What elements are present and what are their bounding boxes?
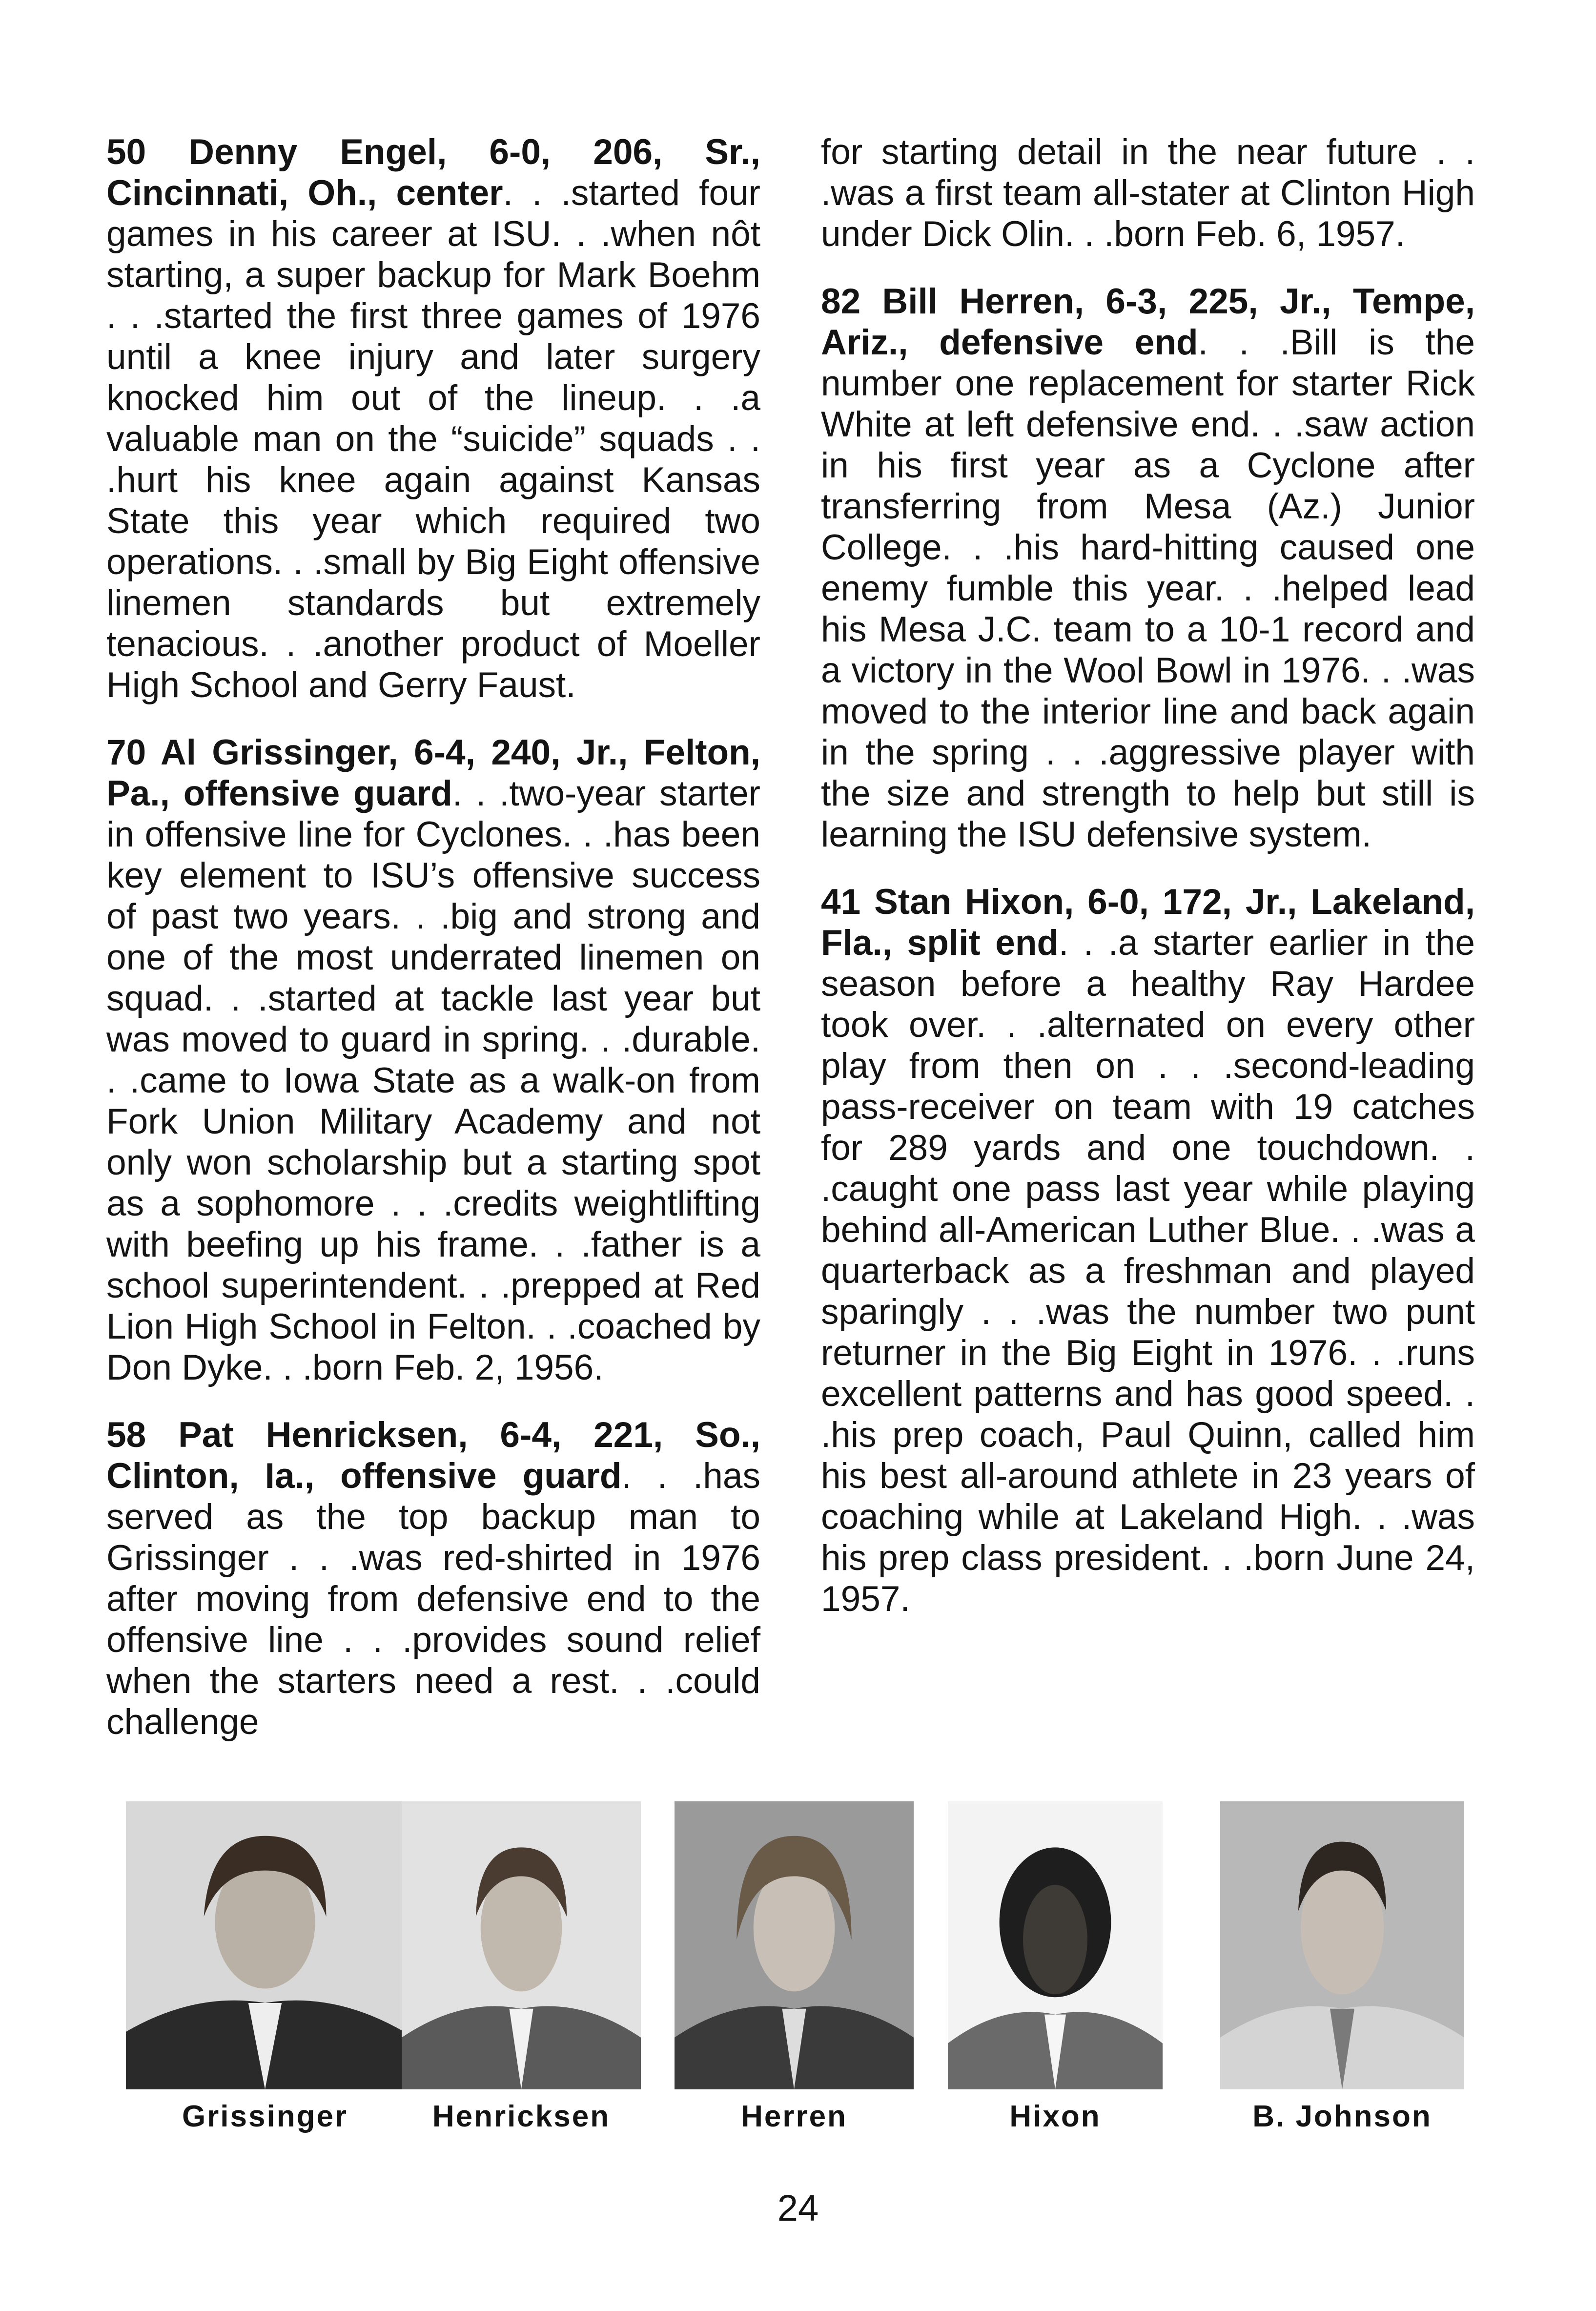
portrait-photo-hixon	[948, 1801, 1163, 2089]
bio-text: . . .started four games in his career at ISU. . .when nôt starting, a super backup for Mark Boehm . . .started the first three games of 1976 until a knee injury and later surgery knocked him out of the lineup. . .a valuable man on the “suicide” squads . . .hurt his knee again against Kansas State this year which required two operations. . .small by Big Eight offensive linemen standards but extremely tenacious. . .another product of Moeller High School and Gerry Faust.	[106, 173, 760, 705]
caption-henricksen: Henricksen	[432, 2100, 611, 2133]
bio-bill-herren	[821, 281, 1475, 855]
portrait-photo-b-johnson	[1220, 1801, 1464, 2089]
player-photo-row	[0, 1801, 1596, 2143]
bio-continuation: for starting detail in the near future . . .was a first team all-stater at Clinton High under Dick Olin. . .born Feb. 6, 1957.	[821, 132, 1475, 254]
bio-text: . . .two-year starter in offensive line for Cyclones. . .has been key element to ISU’s offensive success of past two years. . .big and strong and one of the most underrated linemen on squad. . .started at tackle last year but was moved to guard in spring. . .durable. . .came to Iowa State as a walk-on from Fork Union Military Academy and not only won scholarship but a starting spot as a sophomore . . .credits weightlifting with beefing up his frame. . .father is a school superintendent. . .prepped at Red Lion High School in Felton. . .coached by Don Dyke. . .born Feb. 2, 1956.	[106, 774, 760, 1387]
bio-denny-engel	[106, 132, 760, 706]
caption-grissinger: Grissinger	[182, 2100, 348, 2133]
portrait-photo-herren	[675, 1801, 914, 2089]
right-column	[821, 132, 1475, 1646]
bio-heading: 82 Bill Herren, 6-3, 225, Jr., Tempe, Ariz., defensive end	[821, 282, 1475, 362]
bio-heading: 58 Pat Henricksen, 6-4, 221, So., Clinton, Ia., offensive guard	[106, 1415, 760, 1496]
caption-b-johnson: B. Johnson	[1252, 2100, 1432, 2133]
bio-text: . . .has served as the top backup man to Grissinger . . .was red-shirted in 1976 after moving from defensive end to the offensive line . . .provides sound relief when the starters need a rest. . .could challenge	[106, 1456, 761, 1742]
page-number: 24	[777, 2187, 819, 2229]
portrait-photo-grissinger	[126, 1801, 404, 2089]
bio-al-grissinger	[106, 732, 760, 1388]
bio-text: . . .a starter earlier in the season before a healthy Ray Hardee took over. . .alternated on every other play from then on . . .second-leading pass-receiver on team with 19 catches for 289 yards and one touchdown. . .caught one pass last year while playing behind all-American Luther Blue. . .was a quarterback as a freshman and played sparingly . . .was the number two punt returner in the Big Eight in 1976. . .runs excellent patterns and has good speed. . .his prep coach, Paul Quinn, called him his best all-around athlete in 23 years of coaching while at Lakeland High. . .was his prep class president. . .born June 24, 1957.	[821, 923, 1475, 1619]
bio-pat-henricksen	[106, 1415, 760, 1743]
bio-heading: 50 Denny Engel, 6-0, 206, Sr., Cincinnati, Oh., center	[106, 132, 760, 213]
portrait-photo-henricksen	[402, 1801, 641, 2089]
bio-heading: 41 Stan Hixon, 6-0, 172, Jr., Lakeland, Fla., split end	[821, 882, 1475, 963]
caption-hixon: Hixon	[1009, 2100, 1101, 2133]
bio-heading: 70 Al Grissinger, 6-4, 240, Jr., Felton, Pa., offensive guard	[106, 733, 760, 813]
bio-stan-hixon	[821, 882, 1475, 1620]
bio-text: . . .Bill is the number one replacement for starter Rick White at left defensive end. . .saw action in his first year as a Cyclone after transferring from Mesa (Az.) Junior College. . .his hard-hitting caused one enemy fumble this year. . .helped lead his Mesa J.C. team to a 10-1 record and a victory in the Wool Bowl in 1976. . .was moved to the interior line and back again in the spring . . .aggressive player with the size and strength to help but still is learning the ISU defensive system.	[821, 323, 1475, 854]
left-column	[106, 132, 760, 1769]
caption-herren: Herren	[741, 2100, 847, 2133]
